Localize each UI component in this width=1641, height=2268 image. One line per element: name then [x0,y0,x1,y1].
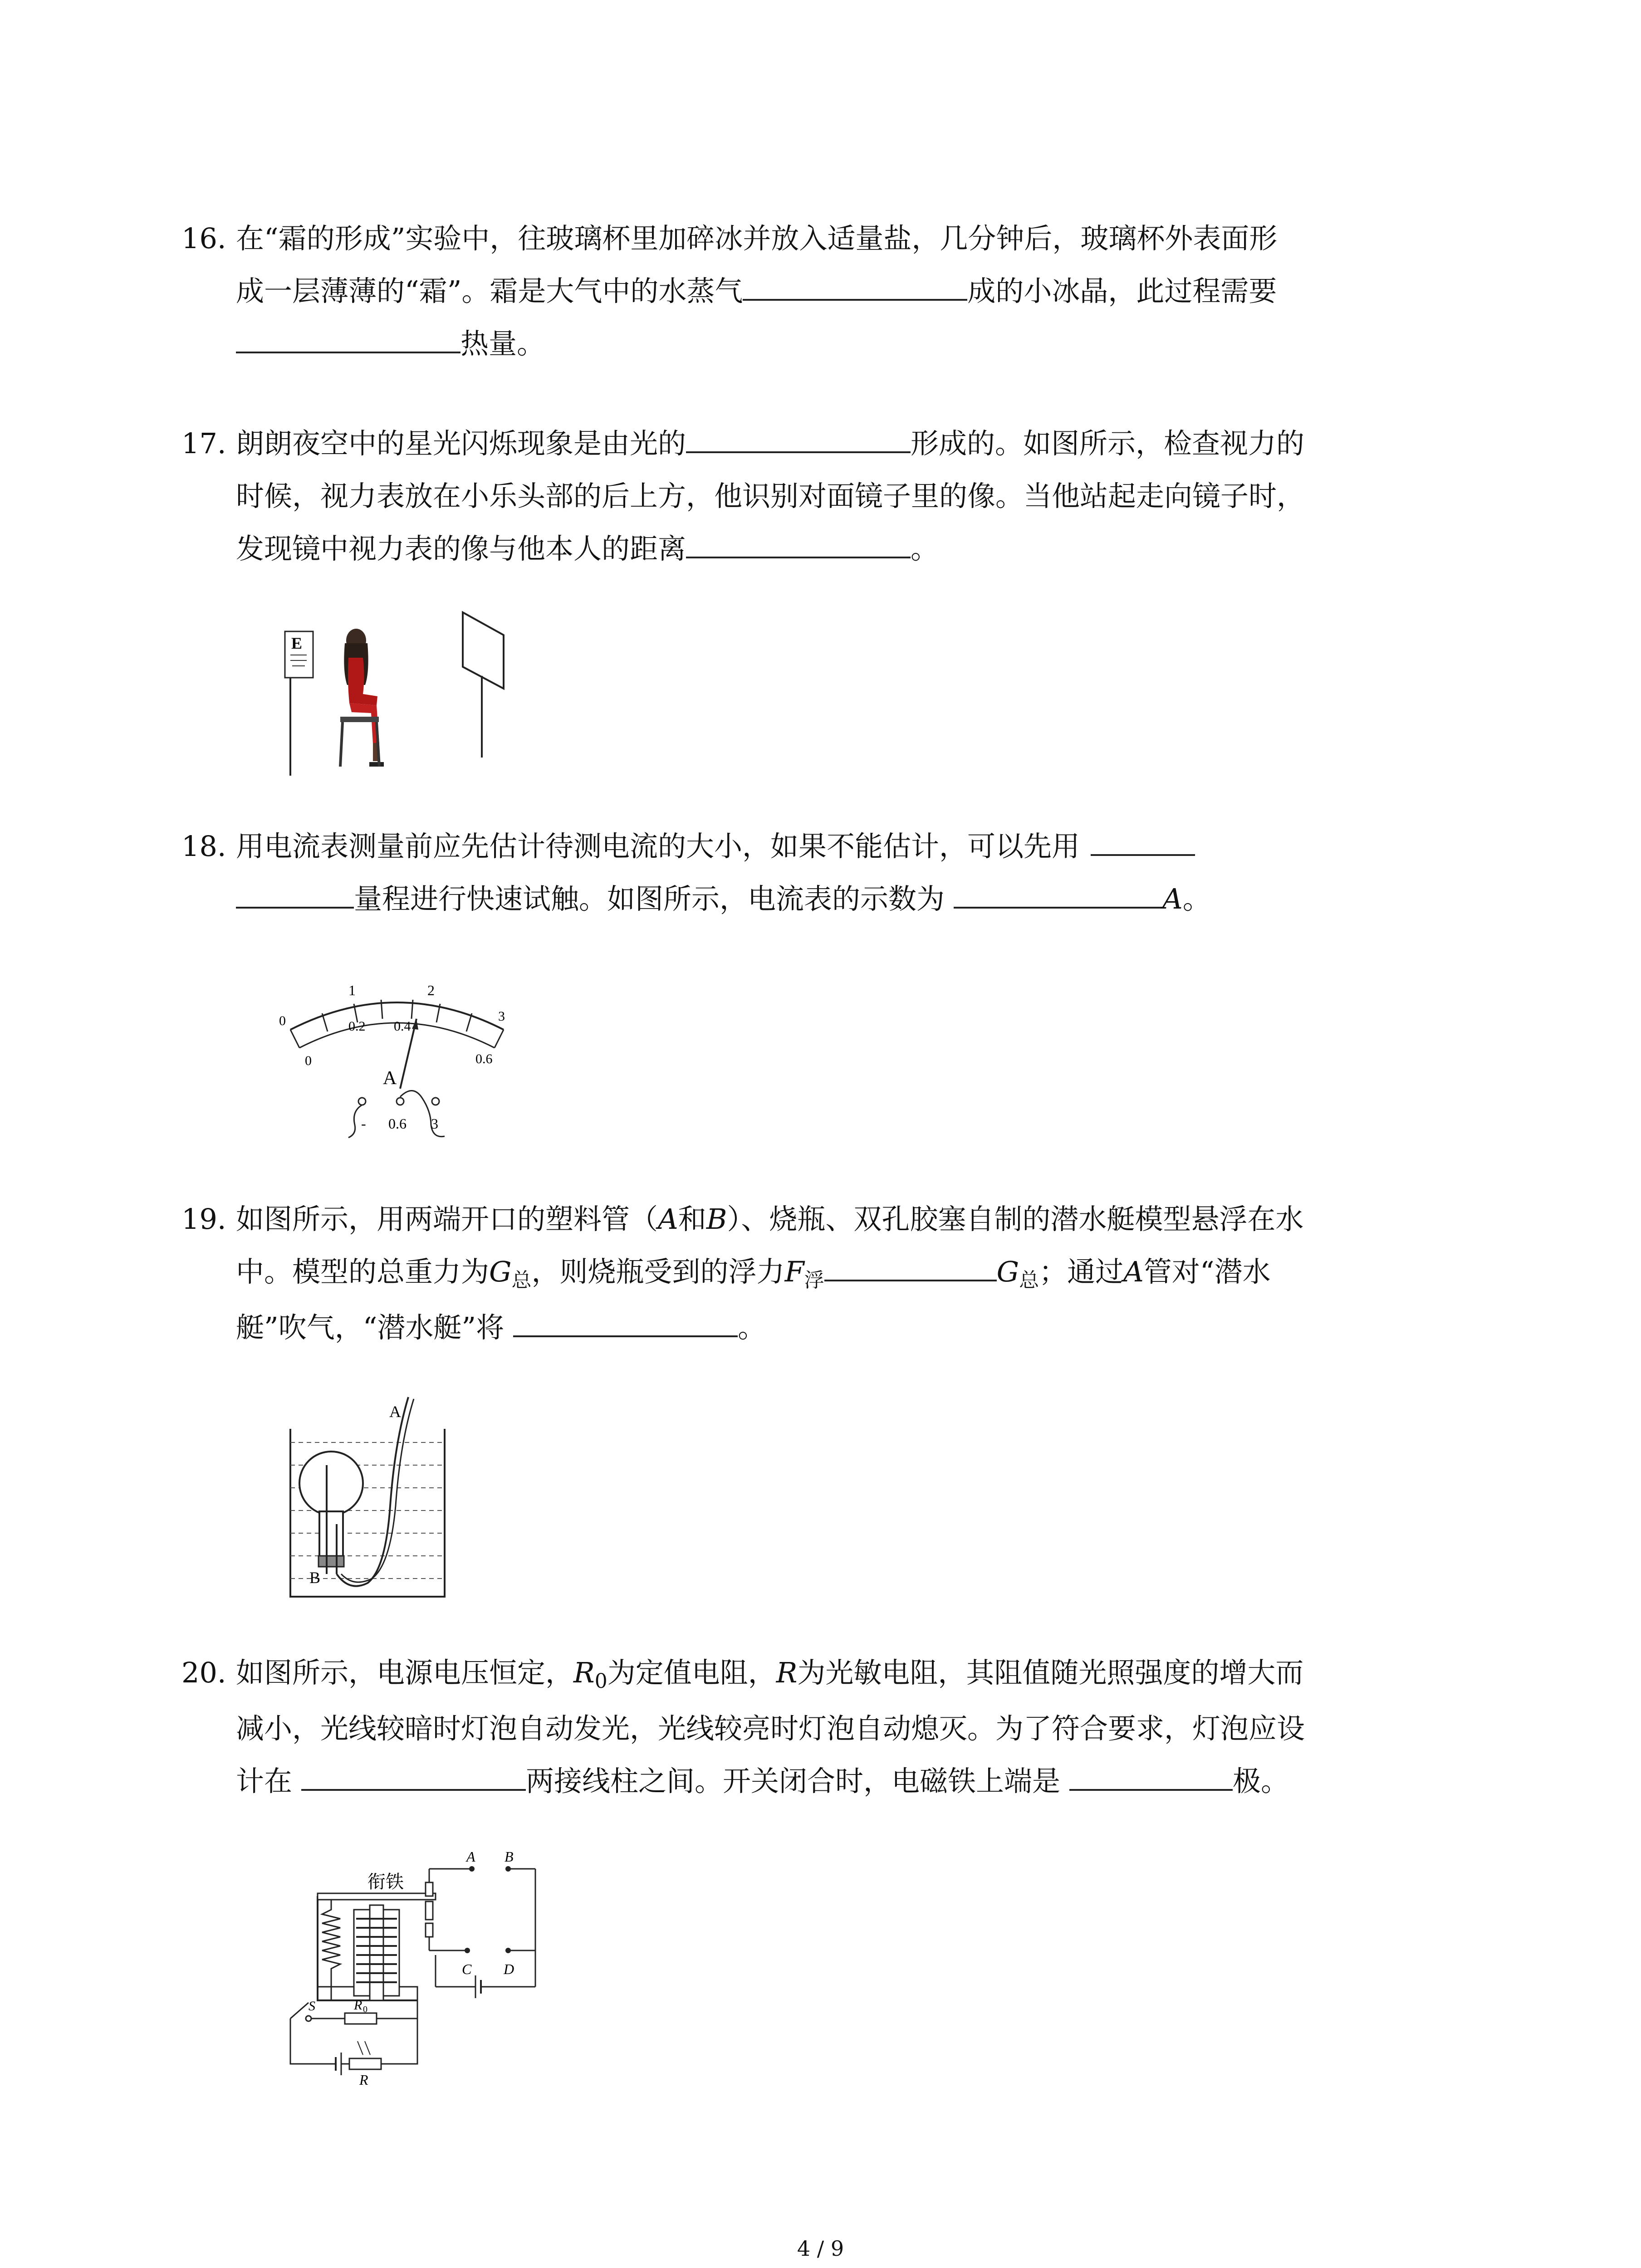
terminal-c-label: C [462,1961,472,1977]
question-16 [181,212,1434,370]
scale-label-0.4: 0.4 [394,1019,411,1034]
question-text: 。 [1182,882,1211,915]
eye-chart-letter: E [291,634,303,652]
question-text: 计在 [236,1765,293,1798]
answer-blank[interactable] [1091,825,1195,856]
meter-symbol: A [383,1068,397,1089]
answer-blank-cont[interactable] [236,878,354,909]
tube-end-b-label: B [309,1569,321,1587]
question-text: 成一层薄薄的“霜”。霜是大气中的水蒸气 [236,274,743,308]
terminal-a-label: A [466,1848,475,1865]
question-text: ；通过 [1039,1255,1124,1288]
question-text: ）、烧瓶、双孔胶塞自制的潜水艇模型悬浮在水 [727,1202,1304,1236]
question-text: 艇”吹气，“潜水艇”将 [236,1311,505,1344]
question-text: ，则烧瓶受到的浮力 [531,1255,785,1288]
answer-blank[interactable] [236,323,460,353]
tube-label-b: B [706,1202,727,1236]
question-text: 朗朗夜空中的星光闪烁现象是由光的 [236,427,686,460]
question-text: 为定值电阻， [607,1656,776,1689]
relay-circuit-figure [281,1848,563,2088]
terminal-minus-label: - [361,1115,366,1132]
ammeter-figure [272,975,526,1148]
question-number: 19. [181,1202,226,1236]
question-text: 。 [911,532,939,565]
symbol-r: R [776,1656,798,1689]
scale-label-3: 3 [498,1009,505,1024]
question-text: 。 [738,1311,766,1344]
terminal-3 [432,1098,439,1105]
armature-label: 衔铁 [367,1872,404,1892]
question-text: 中。模型的总重力为 [236,1255,490,1288]
question-text: 如图所示，电源电压恒定， [236,1656,574,1689]
question-number: 18. [181,830,226,863]
terminal-3-label: 3 [431,1115,438,1132]
terminal-0.6-label: 0.6 [388,1115,407,1132]
question-20 [181,1647,1434,1808]
question-line: 时候，视力表放在小乐头部的后上方，他识别对面镜子里的像。当他站起走向镜子时， [236,479,1305,513]
subscript-buoy: 浮 [804,1269,824,1292]
question-text: 如图所示，用两端开口的塑料管（ [236,1202,658,1236]
question-text: 发现镜中视力表的像与他本人的距离 [236,532,686,565]
terminal-0.6 [397,1098,404,1105]
tube-end-a-label: A [389,1403,401,1421]
question-text: 两接线柱之间。开关闭合时，电磁铁上端是 [526,1765,1061,1798]
scale-label-0.6: 0.6 [475,1051,493,1066]
mirror [463,612,504,758]
seated-girl [340,629,384,767]
fixed-resistor-label: R [354,1998,362,2013]
subscript-total: 总 [1019,1269,1039,1292]
answer-blank[interactable] [743,270,967,301]
scale-zero-bottom: 0 [305,1053,312,1068]
question-text: 和 [678,1202,706,1236]
unit-symbol: A [1162,882,1183,915]
question-text: 管对“潜水 [1143,1255,1271,1288]
question-line: 减小，光线较暗时灯泡自动发光，光线较亮时灯泡自动熄灭。为了符合要求，灯泡应设 [236,1712,1305,1745]
question-text: 形成的。如图所示，检查视力的 [911,427,1305,460]
terminal-d-label: D [504,1961,514,1977]
tube-label-a: A [658,1202,678,1236]
symbol-r0: R [573,1656,595,1689]
question-text: 热量。 [460,327,545,360]
symbol-g: G [996,1255,1019,1288]
answer-blank[interactable] [301,1760,526,1791]
question-number: 16. [181,222,226,255]
question-number: 20. [181,1656,226,1689]
answer-blank[interactable] [513,1306,738,1337]
question-line: 在“霜的形成”实验中，往玻璃杯里加碎冰并放入适量盐，几分钟后，玻璃杯外表面形 [236,222,1278,255]
rubber-stopper [318,1556,344,1567]
question-18 [181,820,1434,925]
scale-label-1: 1 [348,982,356,998]
answer-blank[interactable] [686,528,911,558]
answer-blank[interactable] [824,1251,997,1281]
eye-chart [285,631,313,776]
armature [318,1893,436,1900]
answer-blank[interactable] [1069,1760,1233,1791]
question-text: 量程进行快速试触。如图所示，电流表的示数为 [354,882,945,915]
question-text: 成的小冰晶，此过程需要 [967,274,1277,308]
fixed-resistor-subscript: 0 [363,2004,367,2014]
terminal-minus [358,1098,366,1105]
submarine-model-figure [281,1393,454,1601]
photoresistor-label: R [359,2072,368,2088]
switch-label: S [309,1999,315,2014]
question-19 [181,1193,1434,1354]
question-text: 用电流表测量前应先估计待测电流的大小，如果不能估计，可以先用 [236,830,1080,863]
subscript-0: 0 [594,1670,607,1693]
terminal-b-label: B [505,1848,514,1865]
scale-label-2: 2 [427,982,435,998]
spring [322,1900,340,2000]
question-number: 17. [181,427,226,460]
answer-blank[interactable] [954,878,1162,909]
switch-s [290,2003,309,2019]
photoresistor [349,2058,381,2069]
page-number: 4 / 9 [797,2236,844,2261]
answer-blank[interactable] [686,422,911,453]
scale-zero-top: 0 [279,1013,286,1028]
question-text: 极。 [1233,1765,1289,1798]
vision-test-figure [272,608,526,780]
fixed-resistor [345,2013,377,2024]
scale-label-0.2: 0.2 [348,1019,366,1034]
question-17 [181,417,1434,575]
symbol-f: F [784,1255,804,1288]
symbol-g: G [489,1255,512,1288]
question-text: 为光敏电阻，其阻值随光照强度的增大而 [797,1656,1304,1689]
tube-label-a: A [1123,1255,1144,1288]
subscript-total: 总 [511,1269,532,1292]
